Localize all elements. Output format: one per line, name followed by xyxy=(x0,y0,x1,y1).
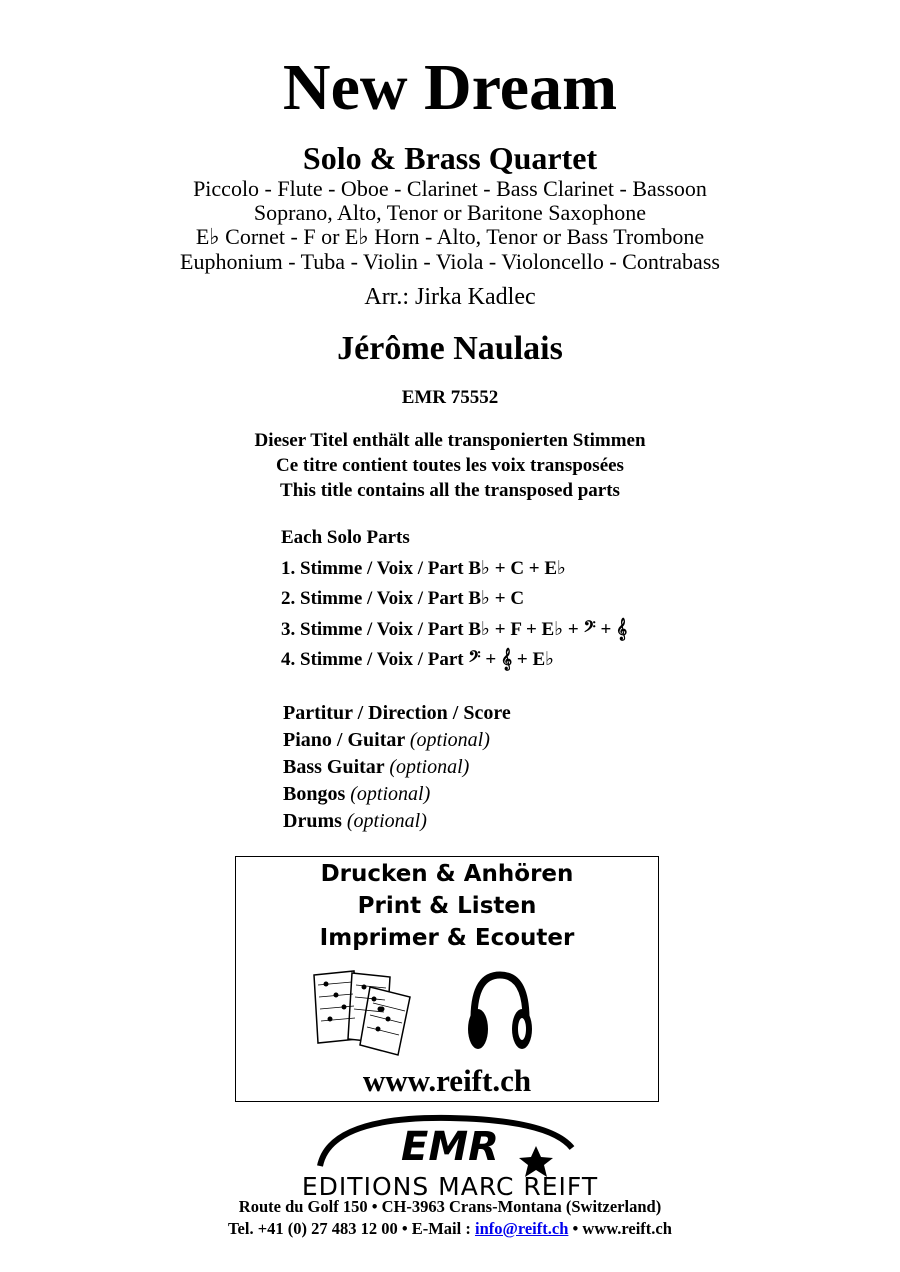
print-listen-box xyxy=(235,856,659,1102)
bongos-line: Bongos (optional) xyxy=(283,783,431,805)
title: New Dream xyxy=(282,51,618,124)
contains-de: Dieser Titel enthält alle transponierten Stimmen xyxy=(254,430,646,451)
email-link[interactable]: info@reift.ch xyxy=(474,1219,569,1238)
sheet-music-icon xyxy=(308,967,418,1057)
contains-fr: Ce titre contient toutes les voix transposées xyxy=(276,455,624,476)
promo-url[interactable]: www.reift.ch xyxy=(362,1063,532,1098)
composer: Jérôme Naulais xyxy=(337,330,563,367)
part-1: 1. Stimme / Voix / Part B♭ + C + E♭ xyxy=(281,557,567,579)
emr-logo-text: EMR xyxy=(401,1124,499,1170)
publisher-name: EDITIONS MARC REIFT xyxy=(301,1172,599,1201)
score-line: Partitur / Direction / Score xyxy=(283,702,511,724)
piano-guitar-line: Piano / Guitar (optional) xyxy=(283,729,490,751)
contains-en: This title contains all the transposed parts xyxy=(280,480,620,501)
part-1-keys: B♭ + C + E♭ xyxy=(468,557,567,579)
headphones-icon xyxy=(464,969,536,1055)
part-2-keys: B♭ + C xyxy=(468,588,525,609)
subtitle: Solo & Brass Quartet xyxy=(302,140,598,176)
part-4-keys: 𝄢 + 𝄞 + E♭ xyxy=(468,649,555,670)
part-2: 2. Stimme / Voix / Part B♭ + C xyxy=(281,588,525,609)
part-3-keys: B♭ + F + E♭ + 𝄢 + 𝄞 xyxy=(468,618,628,640)
score-list xyxy=(283,700,511,835)
promo-line-en: Print & Listen xyxy=(357,893,537,919)
publisher-contact: Tel. +41 (0) 27 483 12 00 • E-Mail : info@reift.ch • www.reift.ch xyxy=(228,1219,672,1238)
drums-line: Drums (optional) xyxy=(283,810,427,832)
parts-heading: Each Solo Parts xyxy=(281,527,410,548)
catalog-number: EMR 75552 xyxy=(401,387,499,408)
instruments-line-3: E♭ Cornet - F or E♭ Horn - Alto, Tenor or Bass Trombone xyxy=(195,224,705,249)
publisher-address: Route du Golf 150 • CH-3963 Crans-Montana (Switzerland) xyxy=(238,1197,662,1216)
solo-parts-list xyxy=(281,523,627,676)
part-4: 4. Stimme / Voix / Part 𝄢 + 𝄞 + E♭ xyxy=(281,649,555,670)
emr-logo xyxy=(300,1108,600,1178)
arranger: Arr.: Jirka Kadlec xyxy=(364,284,536,310)
bass-guitar-line: Bass Guitar (optional) xyxy=(283,756,470,778)
instruments-line-4: Euphonium - Tuba - Violin - Viola - Violoncello - Contrabass xyxy=(180,249,720,274)
instruments-line-1: Piccolo - Flute - Oboe - Clarinet - Bass Clarinet - Bassoon xyxy=(193,176,707,201)
part-3: 3. Stimme / Voix / Part B♭ + F + E♭ + 𝄢 + 𝄞 xyxy=(281,618,628,640)
promo-line-fr: Imprimer & Ecouter xyxy=(319,925,575,951)
instruments-line-2: Soprano, Alto, Tenor or Baritone Saxophone xyxy=(253,200,647,225)
promo-line-de: Drucken & Anhören xyxy=(320,861,574,887)
